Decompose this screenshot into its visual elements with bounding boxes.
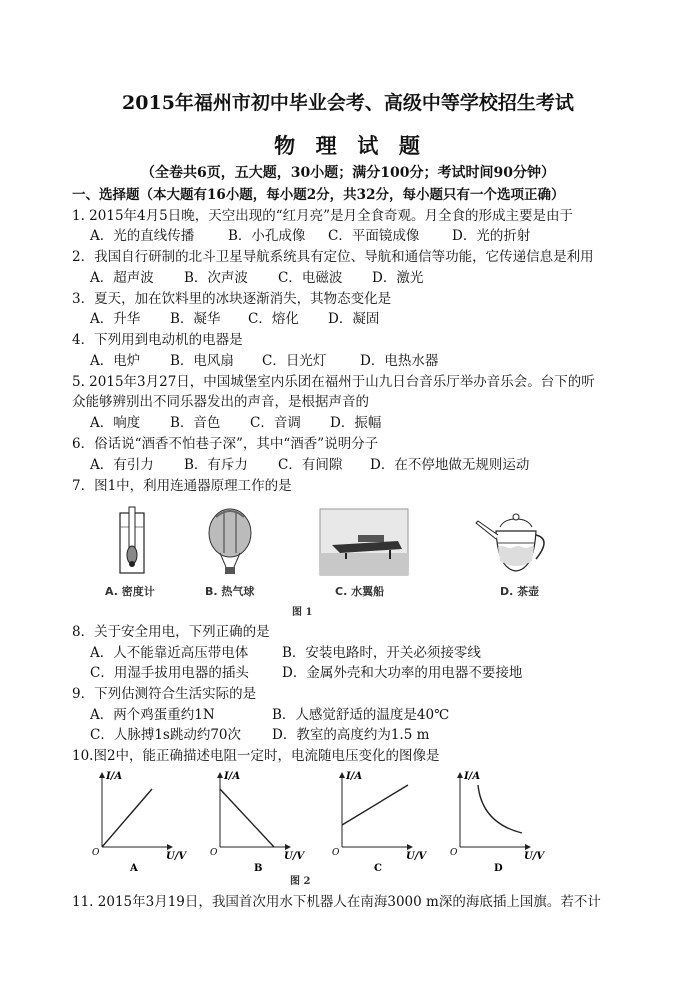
option-b: B．安装电路时，开关必须接零线 <box>282 645 481 661</box>
figure-1-caption-b: B. 热气球 <box>205 585 255 598</box>
option-a: A．有引力 <box>90 457 154 473</box>
question-9-stem: 9．下列估测符合生活实际的是 <box>72 686 257 702</box>
option-d: D．金属外壳和大功率的用电器不要接地 <box>282 665 523 681</box>
question-11-stem: 11. 2015年3月19日，我国首次用水下机器人在南海3000 m深的海底插上国旗。若不计 <box>72 894 601 910</box>
figure-1-images <box>100 505 560 580</box>
option-c: C．平面镜成像 <box>328 228 420 244</box>
graph-c-letter: C <box>374 863 382 874</box>
question-4-options <box>90 349 650 367</box>
option-d: D．教室的高度约为1.5 m <box>272 727 430 743</box>
question-5-stem-cont: 众能够辨别出不同乐器发出的声音，是根据声音的 <box>72 394 369 410</box>
option-b: B．音色 <box>170 415 221 431</box>
question-5-options <box>90 411 650 429</box>
graph-c-origin: O <box>332 848 340 858</box>
question-1-options <box>90 224 650 242</box>
option-d: D．振幅 <box>330 415 382 431</box>
question-9-options-row1 <box>90 703 650 721</box>
graph-c <box>332 771 427 874</box>
figure-1-caption-c: C. 水翼船 <box>335 585 385 598</box>
graph-d-origin: O <box>450 848 458 858</box>
question-4-stem: 4．下列用到电动机的电器是 <box>72 332 243 348</box>
teapot-image <box>476 514 544 571</box>
option-c: C．用湿手拔用电器的插头 <box>90 665 249 681</box>
option-c: C．有间隙 <box>278 457 343 473</box>
option-c: C．音调 <box>250 415 301 431</box>
option-b: B．小孔成像 <box>228 228 306 244</box>
graph-d <box>450 771 545 874</box>
graph-c-xlabel: U/V <box>406 851 427 862</box>
question-8-options-row1 <box>90 641 650 659</box>
option-c: C．电磁波 <box>278 270 343 286</box>
option-c: C．熔化 <box>248 311 299 327</box>
exam-title: 2015年福州市初中毕业会考、高级中等学校招生考试 <box>122 92 574 114</box>
option-d: D．凝固 <box>328 311 380 327</box>
graph-a <box>92 771 187 874</box>
graph-a-letter: A <box>130 863 138 874</box>
graph-a-origin: O <box>92 848 100 858</box>
figure-1-caption-a: A. 密度计 <box>105 585 155 598</box>
question-9-options-row2 <box>90 723 650 741</box>
section-heading: 一、选择题（本大题有16小题，每小题2分，共32分，每小题只有一个选项正确） <box>72 187 565 203</box>
option-b: B．有斥力 <box>184 457 248 473</box>
question-6-stem: 6．俗话说“酒香不怕巷子深”，其中“酒香”说明分子 <box>72 436 379 452</box>
question-8-options-row2 <box>90 661 650 679</box>
option-a: A．人不能靠近高压带电体 <box>90 645 249 661</box>
question-3-stem: 3．夏天，加在饮料里的冰块逐渐消失，其物态变化是 <box>72 291 392 307</box>
hydrofoil-boat-image <box>320 509 408 575</box>
graph-b <box>210 771 305 874</box>
question-10-stem: 10.图2中，能正确描述电阻一定时，电流随电压变化的图像是 <box>72 748 440 764</box>
graph-c-ylabel: I/A <box>346 771 363 782</box>
option-d: D．光的折射 <box>452 228 531 244</box>
option-b: B．电风扇 <box>170 353 234 369</box>
question-2-stem: 2．我国自行研制的北斗卫星导航系统具有定位、导航和通信等功能，它传递信息是利用 <box>72 249 594 265</box>
option-d: D．电热水器 <box>360 353 439 369</box>
graph-b-origin: O <box>210 848 218 858</box>
option-a: A．响度 <box>90 415 141 431</box>
option-a: A．升华 <box>90 311 141 327</box>
question-3-options <box>90 307 650 325</box>
figure-1-caption-d: D. 茶壶 <box>500 585 540 598</box>
option-b: B．人感觉舒适的温度是40℃ <box>272 707 450 723</box>
option-a: A．两个鸡蛋重约1N <box>90 707 215 723</box>
question-2-options <box>90 266 650 284</box>
question-1-stem: 1. 2015年4月5日晚，天空出现的“红月亮”是月全食奇观。月全食的形成主要是由于 <box>72 208 574 224</box>
exam-info: （全卷共6页，五大题，30小题；满分100分；考试时间90分钟） <box>141 165 555 181</box>
question-7-stem: 7．图1中，利用连通器原理工作的是 <box>72 478 292 494</box>
figure-1-label: 图 1 <box>292 607 313 618</box>
graph-d-ylabel: I/A <box>464 771 481 782</box>
option-b: B．次声波 <box>184 270 248 286</box>
graph-a-xlabel: U/V <box>166 851 187 862</box>
question-8-stem: 8．关于安全用电，下列正确的是 <box>72 624 270 640</box>
option-a: A．电炉 <box>90 353 141 369</box>
figure-2-label: 图 2 <box>290 876 311 887</box>
hot-air-balloon-image <box>209 509 251 574</box>
option-d: D．激光 <box>372 270 424 286</box>
option-a: A．超声波 <box>90 270 154 286</box>
question-6-options <box>90 453 650 471</box>
graph-d-letter: D <box>494 863 503 874</box>
option-a: A．光的直线传播 <box>90 228 195 244</box>
graph-b-letter: B <box>254 863 263 874</box>
graph-d-xlabel: U/V <box>524 851 545 862</box>
hydrometer-image <box>120 507 144 573</box>
option-c: C．日光灯 <box>262 353 327 369</box>
graph-b-xlabel: U/V <box>284 851 305 862</box>
subject-title: 物 理 试 题 <box>274 133 422 158</box>
option-b: B．凝华 <box>170 311 221 327</box>
option-d: D．在不停地做无规则运动 <box>370 457 530 473</box>
figure-2-graphs <box>90 765 570 880</box>
graph-a-ylabel: I/A <box>106 771 123 782</box>
question-5-stem: 5. 2015年3月27日，中国城堡室内乐团在福州于山九日台音乐厅举办音乐会。台下的听 <box>72 374 595 390</box>
option-c: C．人脉搏1s跳动约70次 <box>90 727 242 743</box>
graph-b-ylabel: I/A <box>224 771 241 782</box>
